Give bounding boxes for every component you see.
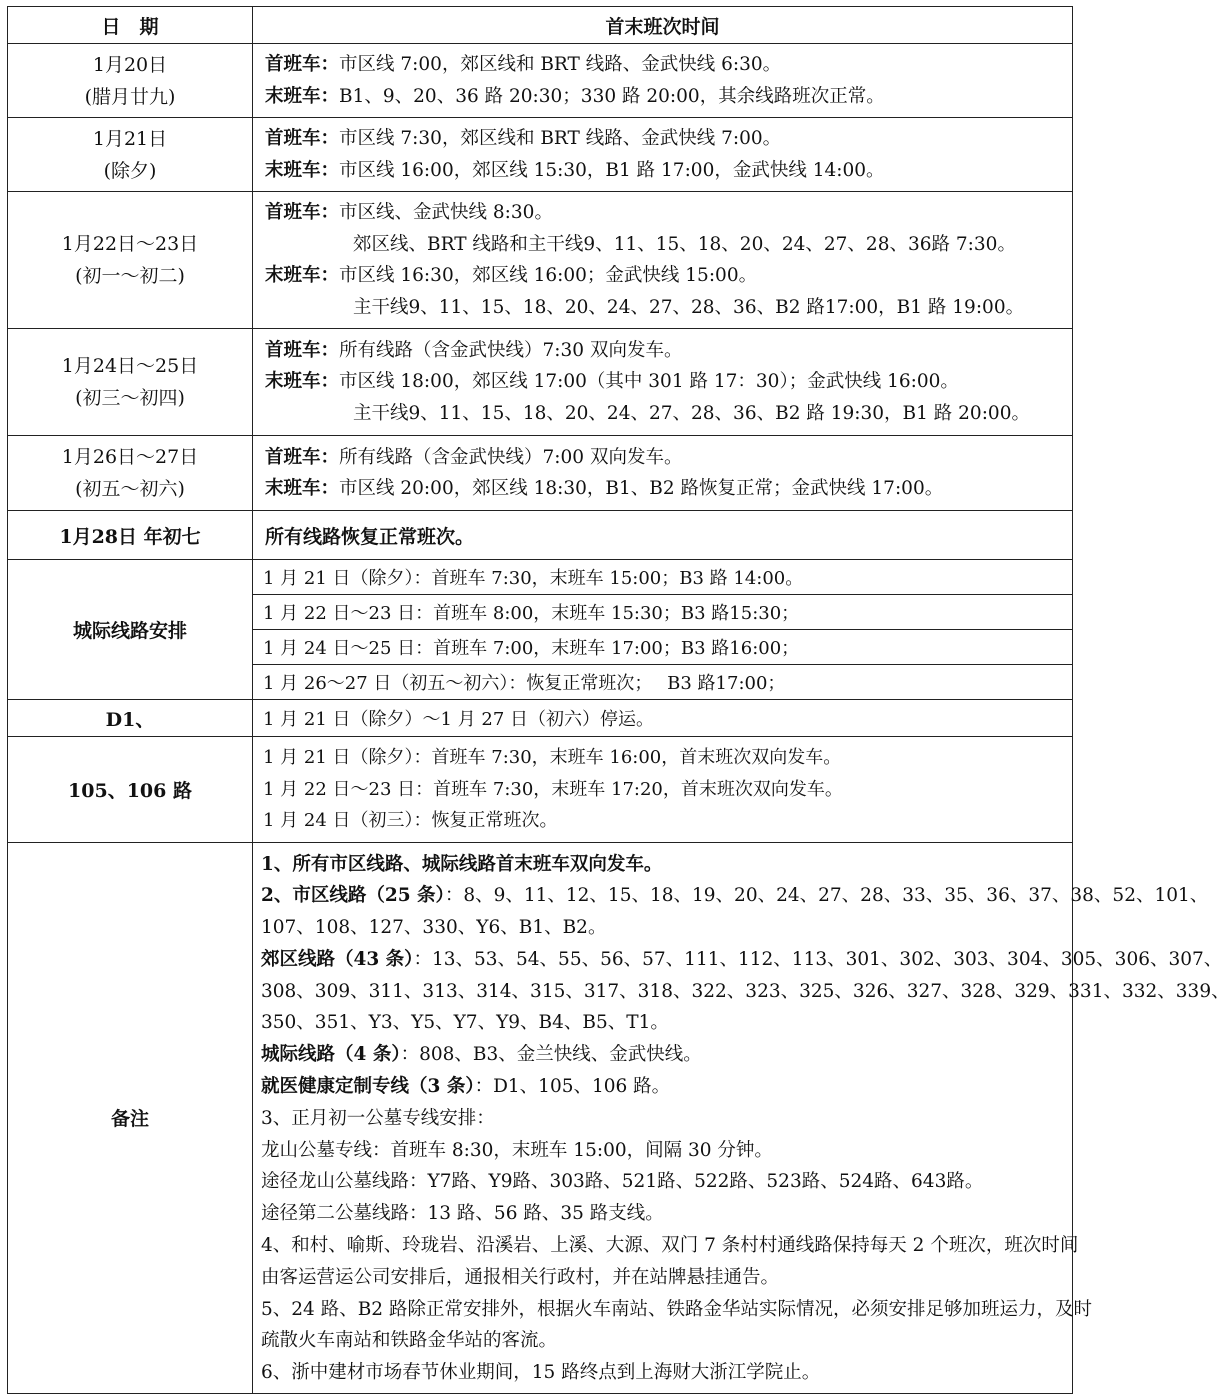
date-lunar: (初五～初六)	[75, 478, 185, 500]
last-bus-text-cont: 主干线9、11、15、18、20、24、27、28、36、B2 路17:00，B1 路 19:00。	[353, 296, 1025, 318]
first-bus-text: 市区线 7:30，郊区线和 BRT 线路、金武快线 7:00。	[339, 128, 782, 149]
times-cell	[253, 118, 1073, 192]
table-row	[8, 511, 1073, 560]
first-bus-text: 所有线路（含金武快线）7:30 双向发车。	[339, 339, 683, 361]
date-text: 1月26日～27日	[61, 446, 199, 468]
note-4-cont: 由客运营运公司安排后，通报相关行政村，并在站牌悬挂通告。	[261, 1266, 780, 1288]
date-text: 1月22日～23日	[61, 233, 199, 255]
table-row	[8, 737, 1073, 843]
date-lunar: (除夕)	[103, 159, 157, 182]
table-row	[8, 700, 1073, 737]
notes-row	[8, 842, 1073, 1394]
note-3-c: 途径第二公墓线路：13 路、56 路、35 路支线。	[261, 1203, 664, 1225]
times-cell	[253, 44, 1073, 118]
note-6: 6、浙中建材市场春节休业期间，15 路终点到上海财大浙江学院止。	[261, 1362, 821, 1384]
notes-label	[8, 842, 253, 1394]
note-2-label: 2、市区线路（25 条）	[261, 885, 445, 907]
note-suburban-text: ：13、53、54、55、56、57、111、112、113、301、302、303、304、305、306、307、	[413, 948, 1223, 970]
note-3-a: 龙山公墓专线：首班车 8:30，末班车 15:00，间隔 30 分钟。	[261, 1139, 773, 1161]
d1-text: 1 月 21 日（除夕）～1 月 27 日（初六）停运。	[253, 700, 1073, 737]
note-medical	[261, 1071, 1062, 1103]
note-5-cont: 疏散火车南站和铁路金华站的客流。	[261, 1330, 558, 1352]
d1-label: D1、	[8, 700, 253, 737]
date-cell	[8, 436, 253, 511]
last-bus-text: B1、9、20、36 路 20:30；330 路 20:00，其余线路班次正常。	[339, 85, 885, 107]
date-cell	[8, 118, 253, 192]
table-row	[8, 436, 1073, 511]
date-cell	[8, 329, 253, 436]
date-cell	[8, 192, 253, 329]
date-cell: 1月28日 年初七	[8, 511, 253, 560]
route-105-106-line: 1 月 22 日～23 日：首班车 7:30，末班车 17:20，首末班次双向发车。	[263, 778, 843, 800]
date-text: 1月20日	[92, 53, 168, 76]
route-105-106-label: 105、106 路	[8, 737, 253, 843]
table-row	[8, 118, 1073, 192]
first-bus-text: 市区线、金武快线 8:30。	[339, 202, 553, 223]
route-105-106-line: 1 月 24 日（初三）：恢复正常班次。	[263, 810, 558, 831]
note-3: 3、正月初一公墓专线安排：	[261, 1107, 495, 1129]
table-row	[8, 329, 1073, 436]
times-cell	[253, 329, 1073, 436]
table-header	[8, 7, 1073, 44]
date-lunar: (初一～初二)	[75, 265, 185, 287]
first-bus-label: 首班车：	[265, 128, 340, 149]
note-2-text: ：8、9、11、12、15、18、19、20、24、27、28、33、35、36、37、38、52、101、	[444, 885, 1209, 907]
first-bus-text: 所有线路（含金武快线）7:00 双向发车。	[339, 446, 683, 468]
date-cell	[8, 44, 253, 118]
table-row	[8, 44, 1073, 118]
schedule-sheet	[7, 6, 1230, 1394]
first-bus-text-cont: 郊区线、BRT 线路和主干线9、11、15、18、20、24、27、28、36路 7:30。	[353, 233, 1016, 255]
first-bus-label: 首班车：	[265, 446, 340, 468]
note-suburban	[261, 944, 1223, 976]
last-bus-text: 市区线 16:30，郊区线 16:00；金武快线 15:00。	[339, 265, 758, 286]
last-bus-label: 末班车：	[265, 371, 340, 393]
date-lunar: (腊月廿九)	[84, 85, 176, 108]
first-bus-label: 首班车：	[265, 339, 340, 361]
first-bus-text: 市区线 7:00，郊区线和 BRT 线路、金武快线 6:30。	[339, 54, 782, 75]
intercity-line: 1 月 26～27 日（初五～初六）：恢复正常班次； B3 路17:00；	[253, 665, 1073, 700]
note-4: 4、和村、喻斯、玲珑岩、沿溪岩、上溪、大源、双门 7 条村村通线路保持每天 2 个班次，班次时间	[261, 1235, 1079, 1257]
note-2-cont: 107、108、127、330、Y6、B1、B2。	[261, 917, 607, 939]
last-bus-label: 末班车：	[265, 159, 340, 181]
date-text: 1月24日～25日	[61, 355, 199, 377]
note-medical-text: ：D1、105、106 路。	[474, 1076, 671, 1098]
schedule-table	[7, 6, 1230, 1394]
note-3-b: 途径龙山公墓线路：Y7路、Y9路、303路、521路、522路、523路、524路、643路。	[261, 1171, 984, 1193]
header-times: 首末班次时间	[253, 7, 1073, 44]
intercity-label: 城际线路安排	[8, 560, 253, 700]
notes-label-text: 备注	[110, 1108, 149, 1131]
route-105-106-line: 1 月 21 日（除夕）：首班车 7:30，末班车 16:00，首末班次双向发车。	[263, 747, 842, 768]
last-bus-text: 市区线 16:00，郊区线 15:30，B1 路 17:00，金武快线 14:00。	[339, 159, 885, 181]
last-bus-label: 末班车：	[265, 265, 340, 286]
resume-normal-text: 所有线路恢复正常班次。	[253, 511, 1073, 560]
note-1: 1、所有市区线路、城际线路首末班车双向发车。	[261, 853, 663, 875]
last-bus-text-cont: 主干线9、11、15、18、20、24、27、28、36、B2 路 19:30，B1 路 20:00。	[353, 402, 1030, 424]
intercity-line: 1 月 21 日（除夕）：首班车 7:30，末班车 15:00；B3 路 14:00。	[253, 560, 1073, 595]
note-suburban-label: 郊区线路（43 条）	[261, 948, 414, 970]
first-bus-label: 首班车：	[265, 54, 340, 75]
last-bus-text: 市区线 20:00，郊区线 18:30，B1、B2 路恢复正常；金武快线 17:00。	[339, 478, 944, 499]
times-cell	[253, 436, 1073, 511]
last-bus-label: 末班车：	[265, 85, 340, 107]
intercity-line: 1 月 24 日～25 日：首班车 7:00，末班车 17:00；B3 路16:00；	[253, 630, 1073, 665]
note-suburban-cont: 308、309、311、313、314、315、317、318、322、323、325、326、327、328、329、331、332、339、	[261, 980, 1230, 1002]
last-bus-label: 末班车：	[265, 478, 340, 499]
notes-cell	[253, 842, 1230, 1394]
times-cell	[253, 192, 1073, 329]
note-5: 5、24 路、B2 路除正常安排外，根据火车南站、铁路金华站实际情况，必须安排足够加班运力，及时	[261, 1298, 1092, 1320]
route-105-106-times	[253, 737, 1073, 843]
header-date: 日 期	[8, 7, 253, 44]
note-intercity-label: 城际线路（4 条）	[261, 1044, 401, 1066]
date-text: 1月21日	[92, 127, 168, 150]
note-2	[261, 880, 1209, 912]
table-row	[8, 192, 1073, 329]
note-intercity-text: ：808、B3、金兰快线、金武快线。	[400, 1044, 702, 1066]
date-lunar: (初三～初四)	[75, 387, 185, 409]
note-medical-label: 就医健康定制专线（3 条）	[261, 1076, 475, 1098]
intercity-line: 1 月 22 日～23 日：首班车 8:00，末班车 15:30；B3 路15:30；	[253, 595, 1073, 630]
first-bus-label: 首班车：	[265, 202, 340, 223]
note-suburban-cont: 350、351、Y3、Y5、Y7、Y9、B4、B5、T1。	[261, 1012, 669, 1034]
note-intercity	[261, 1039, 1062, 1071]
last-bus-text: 市区线 18:00，郊区线 17:00（其中 301 路 17：30）；金武快线 16:00。	[339, 371, 959, 393]
table-row	[8, 560, 1073, 595]
